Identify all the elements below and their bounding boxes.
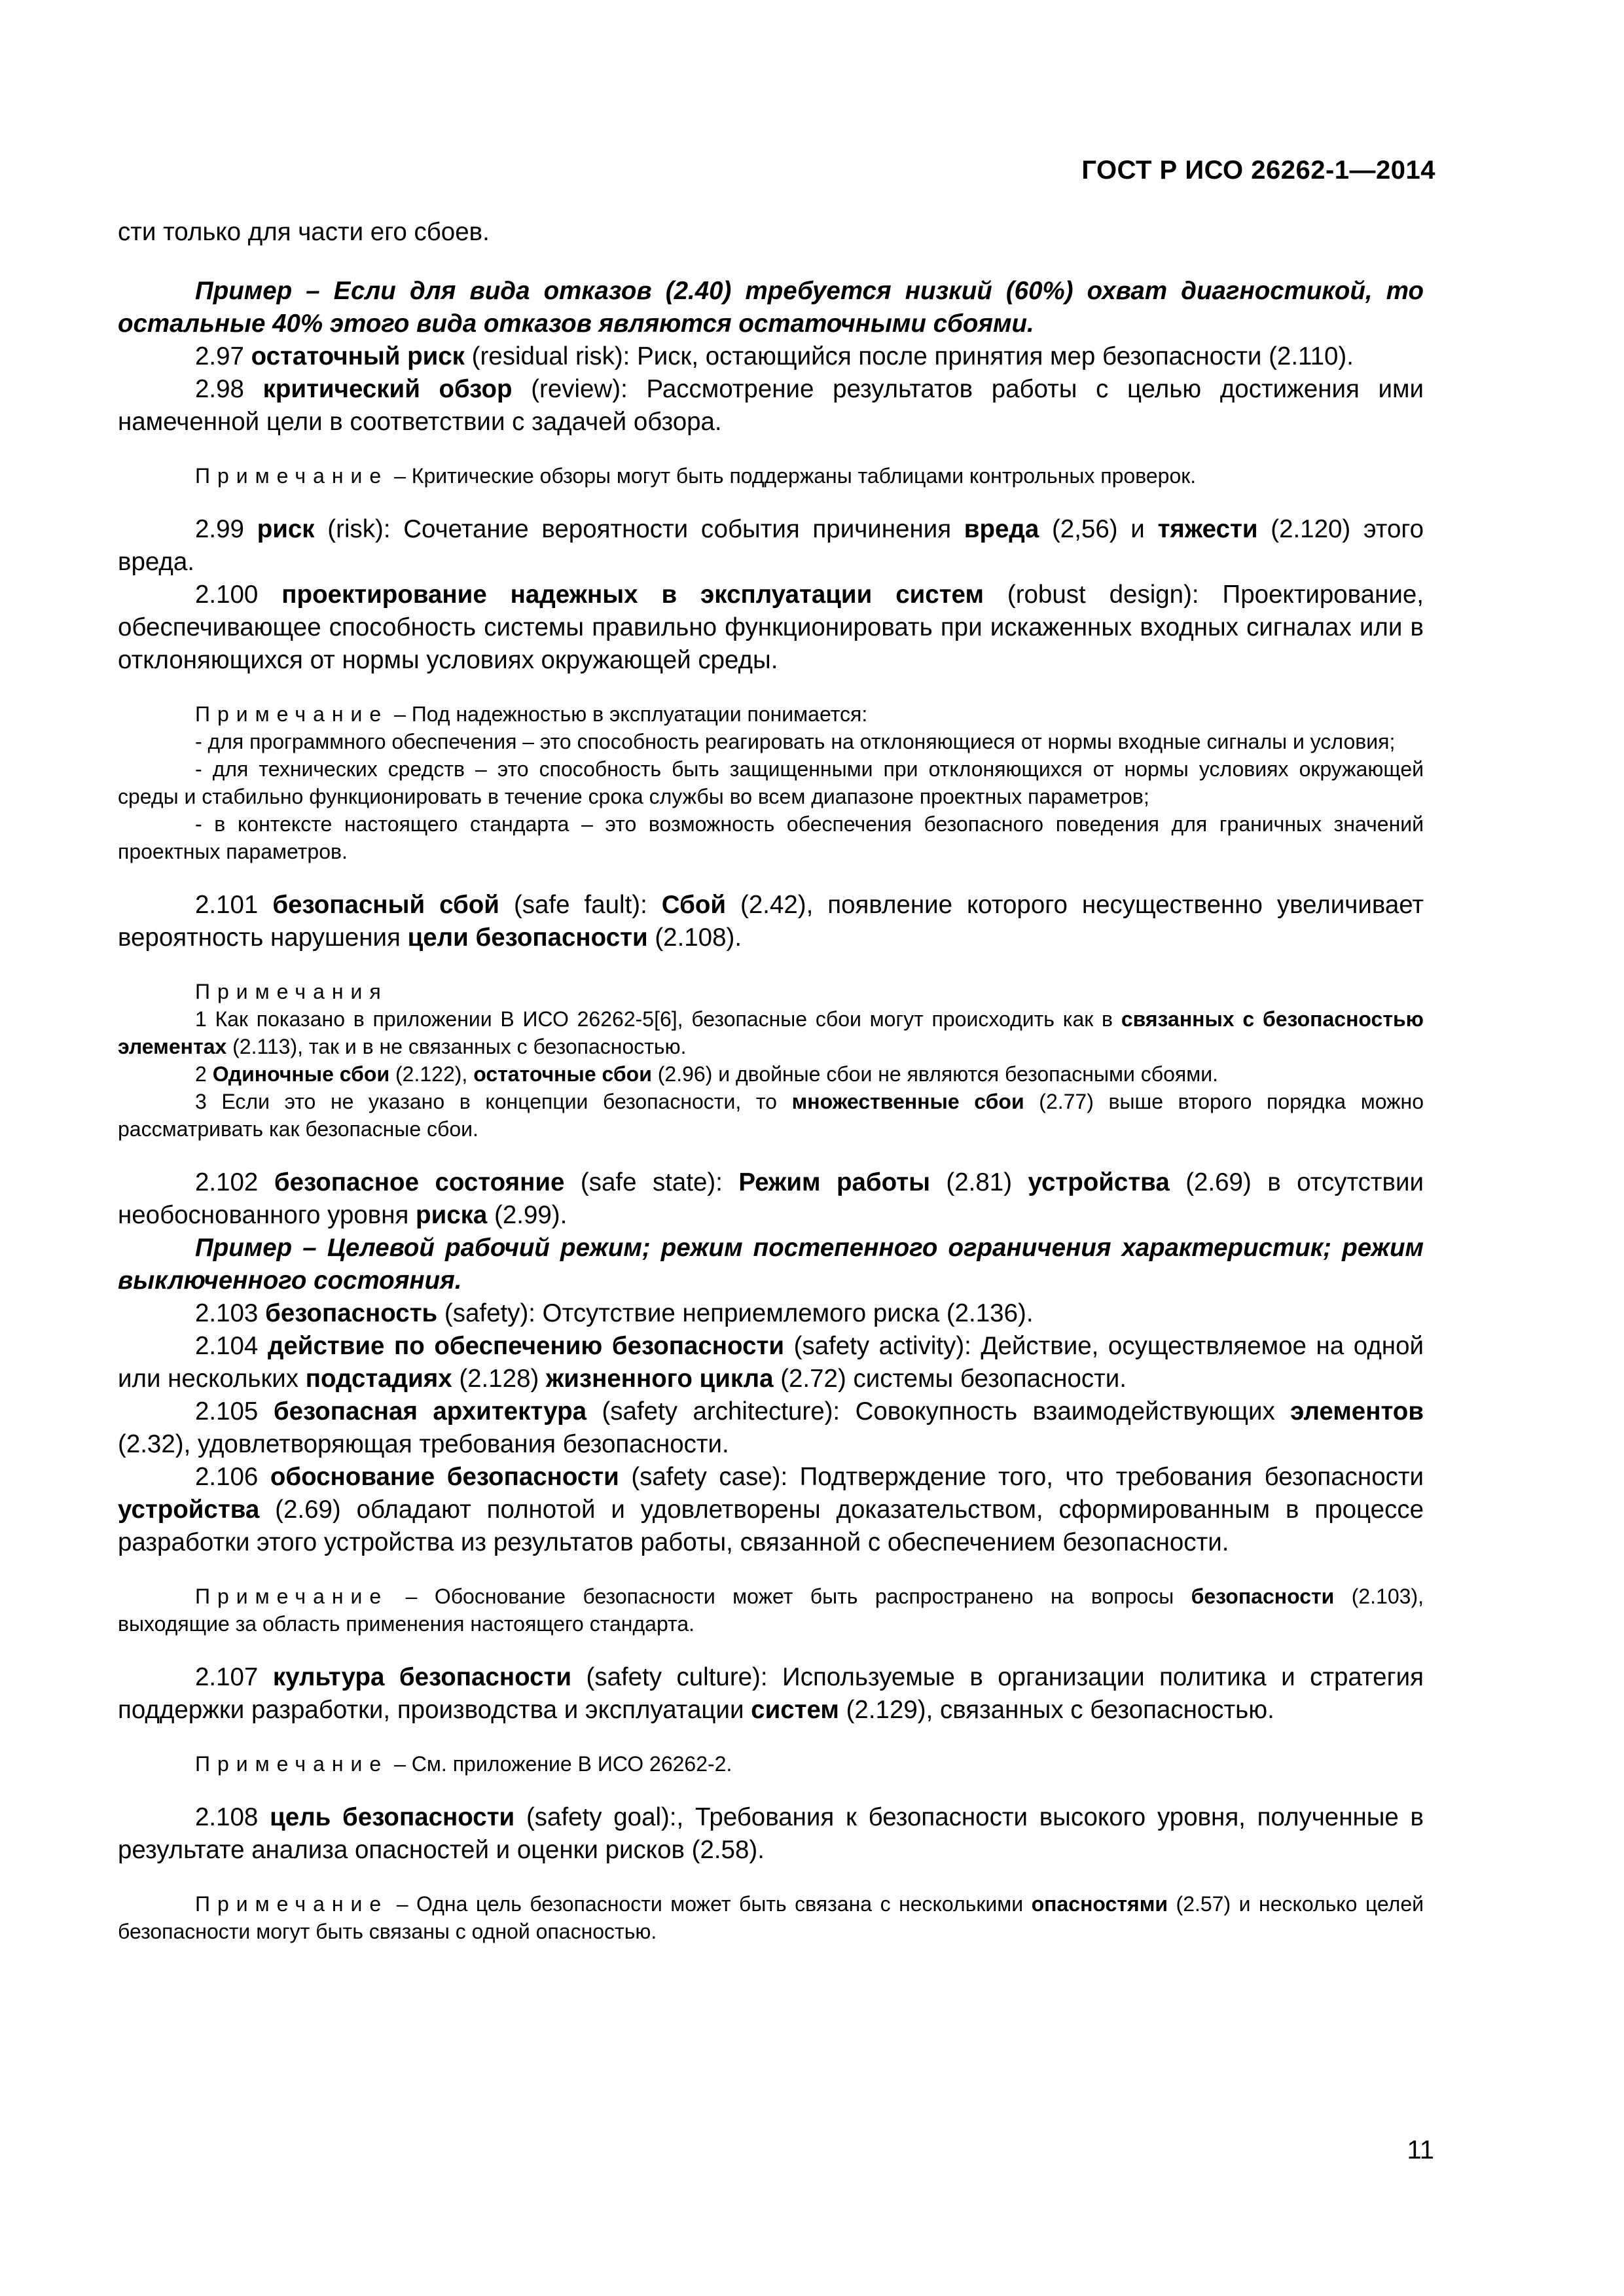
page-number: 11 (1407, 2136, 1434, 2164)
note-2-108: Примечание – Одна цель безопасности может быть связана с несколькими опасностями (2.57) и несколько целей безопасности могут быть связаны с одной опасностью. (118, 1892, 1424, 1943)
note-2-98: Примечание – Критические обзоры могут быть поддержаны таблицами контрольных проверок. (195, 464, 1197, 488)
example-text: Пример – Если для вида отказов (2.40) требуется низкий (60%) охват диагностикой, то остальные 40% этого вида отказов являются остаточными сбоями. (118, 277, 1424, 338)
definition-2-106: 2.106 обоснование безопасности (safety case): Подтверждение того, что требования безопасности устройства (2.69) обладают полнотой и удовлетворены доказательством, сформированным в процессе разработки этого устройства из результатов работы, связанной с обеспечением безопасности. (118, 1463, 1424, 1556)
definition-2-100: 2.100 проектирование надежных в эксплуатации систем (robust design): Проектирование, обеспечивающее способность системы правильно функционировать при искаженных входных сигналах или в отклоняющихся от нормы условиях окружающей среды. (118, 581, 1424, 674)
definition-2-108: 2.108 цель безопасности (safety goal):, Требования к безопасности высокого уровня, полученные в результате анализа опасностей и оценки рисков (2.58). (118, 1803, 1424, 1864)
notes-heading-2-101: Примечания (195, 980, 388, 1003)
definition-2-101: 2.101 безопасный сбой (safe fault): Сбой (2.42), появление которого несущественно увеличивает вероятность нарушения цели безопасности (2.108). (118, 891, 1424, 952)
note-2-100: Примечание – Под надежностью в эксплуатации понимается: (195, 702, 868, 726)
standard-header: ГОСТ Р ИСО 26262-1—2014 (1081, 156, 1435, 185)
definition-2-97: 2.97 остаточный риск (residual risk): Риск, остающийся после принятия мер безопасности (2.110). (195, 342, 1354, 370)
note-2-101-2: 2 Одиночные сбои (2.122), остаточные сбои (2.96) и двойные сбои не являются безопасными сбоями. (195, 1062, 1218, 1086)
definition-2-98: 2.98 критический обзор (review): Рассмотрение результатов работы с целью достижения ими намеченной цели в соответствии с задачей обзора. (118, 375, 1424, 436)
note-list-item: - для программного обеспечения – это способность реагировать на отклоняющиеся от нормы входные сигналы и условия; (195, 730, 1396, 753)
definition-2-99: 2.99 риск (risk): Сочетание вероятности события причинения вреда (2,56) и тяжести (2.120) этого вреда. (118, 515, 1424, 576)
page-content (118, 216, 1424, 1945)
definition-2-107: 2.107 культура безопасности (safety culture): Используемые в организации политика и стратегия поддержки разработки, производства и эксплуатации систем (2.129), связанных с безопасностью. (118, 1663, 1424, 1724)
note-2-107: Примечание – См. приложение В ИСО 26262-2. (195, 1752, 732, 1776)
note-2-101-3: 3 Если это не указано в концепции безопасности, то множественные сбои (2.77) выше второго порядка можно рассматривать как безопасные сбои. (118, 1090, 1424, 1141)
definition-2-102: 2.102 безопасное состояние (safe state): Режим работы (2.81) устройства (2.69) в отсутствии необоснованного уровня риска (2.99). (118, 1168, 1424, 1229)
note-list-item: - в контексте настоящего стандарта – это возможность обеспечения безопасного поведения для граничных значений проектных параметров. (118, 812, 1424, 863)
note-2-106: Примечание – Обоснование безопасности может быть распространено на вопросы безопасности (2.103), выходящие за область применения настоящего стандарта. (118, 1585, 1424, 1636)
note-list-item: - для технических средств – это способность быть защищенными при отклоняющихся от нормы условиях окружающей среды и стабильно функционировать в течение срока службы во всем диапазоне проектных параметров; (118, 757, 1424, 808)
note-2-101-1: 1 Как показано в приложении В ИСО 26262-5[6], безопасные сбои могут происходить как в связанных с безопасностью элементах (2.113), так и в не связанных с безопасностью. (118, 1007, 1424, 1058)
definition-2-104: 2.104 действие по обеспечению безопасности (safety activity): Действие, осуществляемое на одной или нескольких подстадиях (2.128) жизненного цикла (2.72) системы безопасности. (118, 1332, 1424, 1393)
example-text: Пример – Целевой рабочий режим; режим постепенного ограничения характеристик; режим выключенного состояния. (118, 1234, 1424, 1295)
continuation-line: сти только для части его сбоев. (118, 218, 490, 246)
definition-2-105: 2.105 безопасная архитектура (safety architecture): Совокупность взаимодействующих элементов (2.32), удовлетворяющая требования безопасности. (118, 1397, 1424, 1458)
definition-2-103: 2.103 безопасность (safety): Отсутствие неприемлемого риска (2.136). (195, 1299, 1034, 1327)
